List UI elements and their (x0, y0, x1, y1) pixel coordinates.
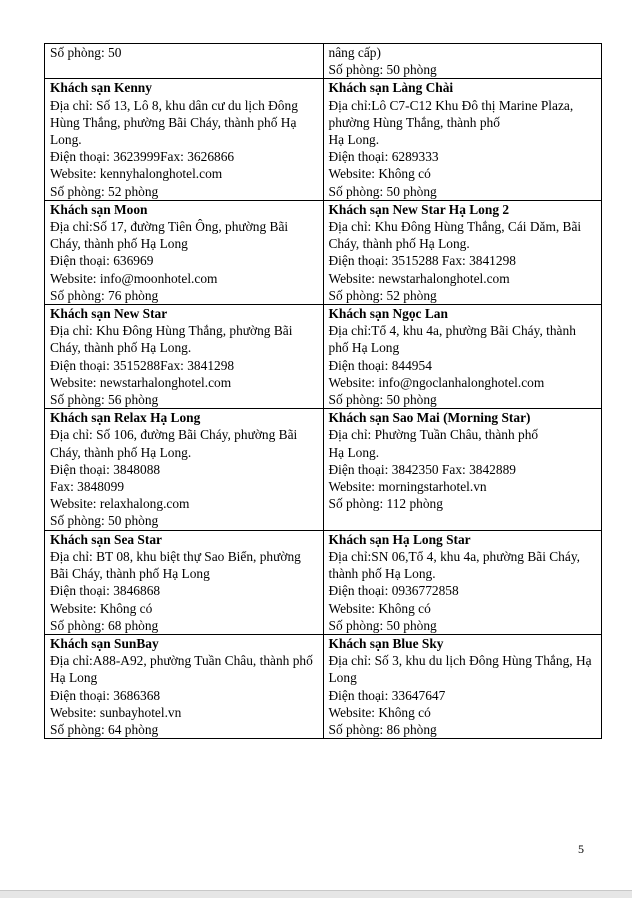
page-number: 5 (578, 842, 584, 856)
hotel-cell (45, 200, 324, 304)
hotel-table (44, 43, 602, 739)
hotel-detail-line: Website: Không có (50, 600, 153, 616)
hotel-detail-line: Số phòng: 52 phòng (50, 183, 159, 199)
hotel-detail-line: Số phòng: 86 phòng (328, 721, 437, 737)
hotel-cell (323, 44, 602, 79)
hotel-detail-line: Điện thoại: 844954 (328, 357, 432, 373)
hotel-name: Khách sạn New Star (50, 306, 168, 322)
hotel-detail-line: Số phòng: 64 phòng (50, 721, 159, 737)
hotel-table-body (45, 44, 602, 739)
table-row (45, 409, 602, 530)
hotel-detail-line: Điện thoại: 3515288 Fax: 3841298 (328, 253, 516, 269)
hotel-detail-line: Địa chỉ: Phường Tuần Châu, thành phố Hạ Long. (328, 427, 539, 460)
hotel-detail-line: Điện thoại: 3842350 Fax: 3842889 (328, 461, 516, 477)
hotel-detail-line: Địa chỉ:Lô C7-C12 Khu Đô thị Marine Plaza, phường Hùng Thắng, thành phố Hạ Long. (328, 97, 574, 148)
hotel-detail-line: Website: relaxhalong.com (50, 496, 190, 512)
hotel-name: Khách sạn Blue Sky (328, 635, 444, 651)
hotel-cell (45, 634, 324, 738)
table-row (45, 79, 602, 200)
hotel-detail-line: Điện thoại: 3515288Fax: 3841298 (50, 357, 235, 373)
hotel-detail-line: Số phòng: 50 phòng (50, 513, 159, 529)
hotel-detail-line: Số phòng: 112 phòng (328, 496, 443, 512)
hotel-cell (323, 409, 602, 530)
hotel-cell (323, 634, 602, 738)
table-row (45, 44, 602, 79)
hotel-detail-line: Số phòng: 50 phòng (328, 183, 437, 199)
hotel-detail-line: Số phòng: 52 phòng (328, 287, 437, 303)
hotel-detail-line: Website: newstarhalonghotel.com (50, 374, 232, 390)
hotel-detail-line: Số phòng: 68 phòng (50, 617, 159, 633)
hotel-detail-line: Địa chỉ:SN 06,Tổ 4, khu 4a, phường Bãi Cháy, thành phố Hạ Long. (328, 548, 580, 582)
hotel-name: Khách sạn Hạ Long Star (328, 531, 471, 547)
hotel-cell (323, 79, 602, 200)
hotel-name: Khách sạn Sao Mai (Morning Star) (328, 410, 531, 426)
hotel-detail-line: Điện thoại: 636969 (50, 253, 154, 269)
hotel-detail-line: Địa chỉ: Số 3, khu du lịch Đông Hùng Thắng, Hạ Long (328, 653, 592, 686)
hotel-cell (45, 79, 324, 200)
hotel-detail-line: Website: sunbayhotel.vn (50, 704, 182, 720)
hotel-name: Khách sạn Sea Star (50, 531, 162, 547)
hotel-cell (45, 530, 324, 634)
hotel-cell (45, 44, 324, 79)
hotel-name: Khách sạn New Star Hạ Long 2 (328, 201, 510, 217)
hotel-detail-line: Điện thoại: 6289333 (328, 149, 439, 165)
hotel-detail-line: Điện thoại: 3846868 (50, 583, 161, 599)
hotel-cell (45, 305, 324, 409)
hotel-detail-line: nâng cấp) (328, 45, 381, 60)
hotel-detail-line: Địa chỉ:Số 17, đường Tiên Ông, phường Bãi Cháy, thành phố Hạ Long (50, 219, 289, 252)
hotel-detail-line: Số phòng: 56 phòng (50, 392, 159, 408)
hotel-detail-line: Số phòng: 76 phòng (50, 287, 159, 303)
hotel-name: Khách sạn Kenny (50, 80, 152, 96)
hotel-detail-line: Địa chỉ: BT 08, khu biệt thự Sao Biển, phường Bãi Cháy, thành phố Hạ Long (50, 548, 301, 582)
hotel-detail-line: Điện thoại: 3686368 (50, 687, 161, 703)
hotel-detail-line: Địa chỉ: Số 13, Lô 8, khu dân cư du lịch Đông Hùng Thắng, phường Bãi Cháy, thành phố Hạ Long. (50, 97, 298, 148)
hotel-detail-line: Website: morningstarhotel.vn (328, 479, 487, 495)
hotel-detail-line: Số phòng: 50 phòng (328, 392, 437, 408)
hotel-name: Khách sạn SunBay (50, 635, 159, 651)
table-row (45, 634, 602, 738)
table-row (45, 200, 602, 304)
hotel-detail-line: Điện thoại: 33647647 (328, 687, 446, 703)
hotel-detail-line: Địa chỉ:Tổ 4, khu 4a, phường Bãi Cháy, thành phố Hạ Long (328, 323, 576, 356)
hotel-detail-line: Địa chỉ: Khu Đông Hùng Thắng, Cái Dăm, Bãi Cháy, thành phố Hạ Long. (328, 219, 582, 252)
hotel-detail-line: Điện thoại: 3623999Fax: 3626866 (50, 149, 235, 165)
hotel-detail-line: Địa chỉ: Số 106, đường Bãi Cháy, phường Bãi Cháy, thành phố Hạ Long. (50, 427, 298, 460)
hotel-detail-line: Số phòng: 50 (50, 45, 122, 60)
hotel-name: Khách sạn Moon (50, 201, 148, 217)
hotel-cell (323, 200, 602, 304)
hotel-detail-line: Địa chỉ:A88-A92, phường Tuần Châu, thành phố Hạ Long (50, 653, 313, 686)
hotel-detail-line: Fax: 3848099 (50, 479, 125, 495)
hotel-detail-line: Địa chỉ: Khu Đông Hùng Thắng, phường Bãi Cháy, thành phố Hạ Long. (50, 323, 293, 356)
hotel-detail-line: Website: Không có (328, 166, 431, 182)
table-row (45, 305, 602, 409)
hotel-detail-line: Điện thoại: 3848088 (50, 461, 161, 477)
hotel-detail-line: Website: newstarhalonghotel.com (328, 270, 510, 286)
hotel-detail-line: Số phòng: 50 phòng (328, 617, 437, 633)
hotel-detail-line: Website: Không có (328, 704, 431, 720)
hotel-detail-line: Website: info@moonhotel.com (50, 270, 218, 286)
hotel-detail-line: Số phòng: 50 phòng (328, 62, 437, 78)
hotel-detail-line: Website: Không có (328, 600, 431, 616)
hotel-detail-line: Website: info@ngoclanhalonghotel.com (328, 374, 545, 390)
hotel-cell (45, 409, 324, 530)
hotel-detail-line: Điện thoại: 0936772858 (328, 583, 459, 599)
hotel-cell (323, 305, 602, 409)
hotel-name: Khách sạn Ngọc Lan (328, 306, 448, 322)
hotel-detail-line: Website: kennyhalonghotel.com (50, 166, 223, 182)
hotel-name: Khách sạn Relax Hạ Long (50, 410, 201, 426)
hotel-name: Khách sạn Làng Chài (328, 80, 454, 96)
hotel-cell (323, 530, 602, 634)
table-row (45, 530, 602, 634)
